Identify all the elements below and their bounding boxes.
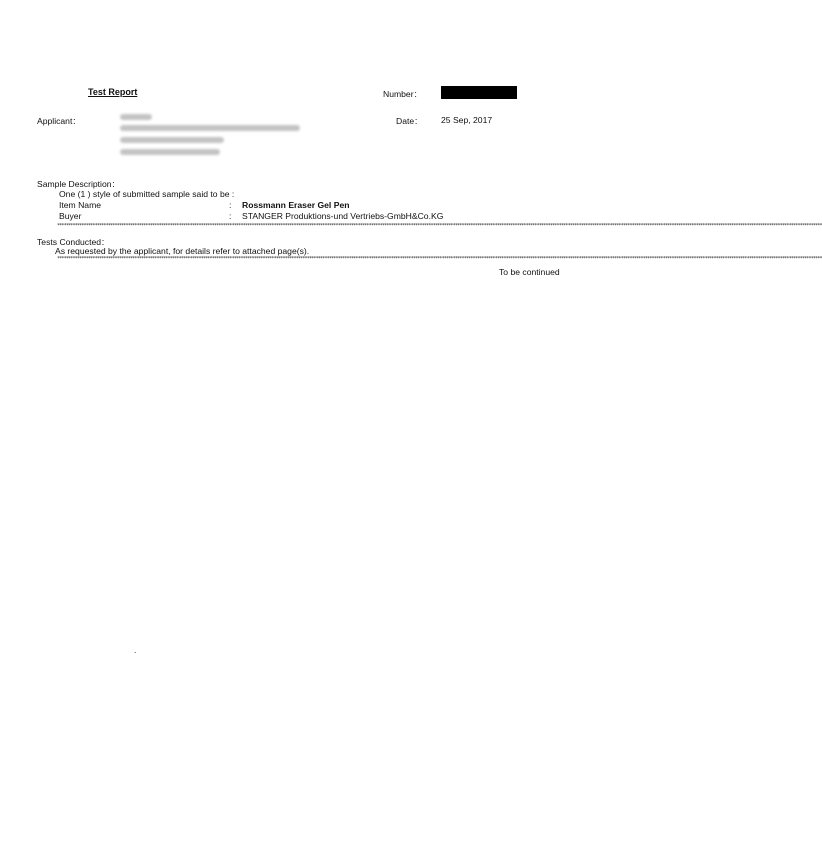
item-name-label: Item Name (59, 200, 102, 210)
sample-intro: One (1 ) style of submitted sample said to be : (59, 189, 235, 199)
separator-line: ********************************************************************************************************************************************************************************************************************************************************************************************************************************************************** (57, 256, 822, 262)
item-name-value: Rossmann Eraser Gel Pen (242, 200, 350, 210)
item-name-separator: : (229, 200, 232, 210)
buyer-value: STANGER Produktions-und Vertriebs-GmbH&Co.KG (242, 211, 444, 221)
stray-dot: . (134, 645, 137, 655)
buyer-separator: : (229, 211, 232, 221)
date-value: 25 Sep, 2017 (441, 115, 493, 125)
to-be-continued: To be continued (499, 267, 560, 277)
applicant-address-blurred (120, 113, 310, 158)
number-label: Number： (383, 89, 423, 99)
tests-conducted-heading: Tests Conducted： (37, 237, 110, 247)
sample-description-heading: Sample Description： (37, 179, 121, 189)
date-label: Date： (396, 116, 423, 126)
tests-conducted-text: As requested by the applicant, for details refer to attached page(s). (55, 246, 310, 256)
applicant-label: Applicant： (37, 116, 81, 126)
report-title: Test Report (88, 87, 138, 97)
separator-line: ********************************************************************************************************************************************************************************************************************************************************************************************************************************************************** (57, 223, 822, 229)
buyer-label: Buyer (59, 211, 82, 221)
redacted-number (441, 86, 517, 99)
